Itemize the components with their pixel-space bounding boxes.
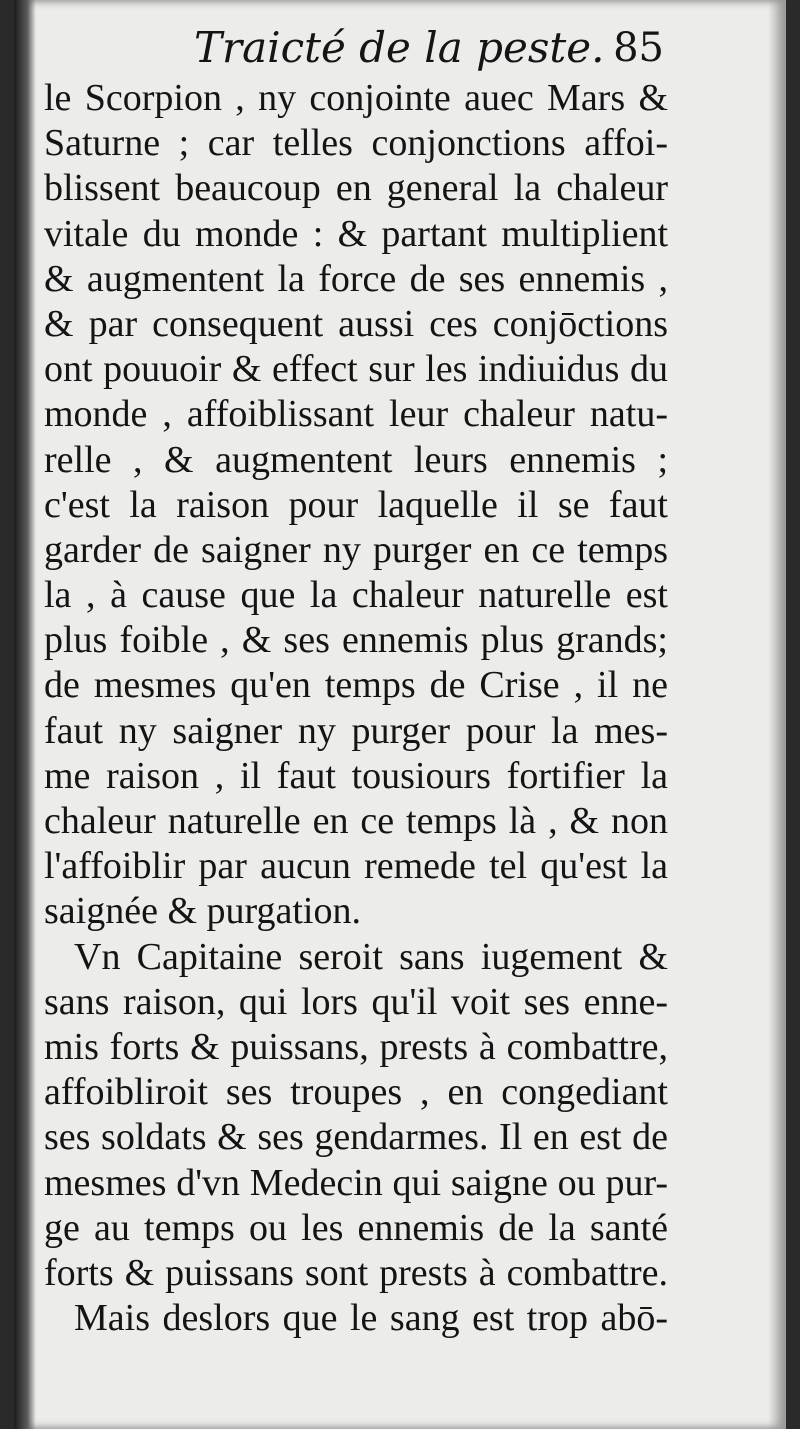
text-line: le Scorpion , ny conjointe auec Mars & (44, 77, 668, 119)
text-line: sans raison, qui lors qu'il voit ses enne- (44, 980, 668, 1023)
text-line: la , à cause que la chaleur naturelle est (44, 574, 668, 617)
page-number: 85 (613, 25, 664, 71)
text-line: mesmes d'vn Medecin qui saigne ou pur- (44, 1161, 668, 1204)
body-text (44, 76, 668, 1341)
text-line: & augmentent la force de ses ennemis , (44, 257, 668, 300)
page-gutter-shadow (14, 0, 36, 1429)
text-line: chaleur naturelle en ce temps là , & non (44, 800, 668, 842)
page-header (194, 20, 664, 76)
text-line: ont pouuoir & effect sur les indiuidus du (44, 348, 668, 391)
paragraph-end-line: saignée & purgation. (44, 890, 361, 933)
text-line: vitale du monde : & partant multiplient (44, 212, 668, 255)
text-line: ses soldats & ses gendarmes. Il en est de (44, 1116, 668, 1159)
text-line: relle , & augmentent leurs ennemis ; (44, 438, 668, 481)
text-line: blissent beaucoup en general la chaleur (44, 167, 668, 210)
text-line: forts & puissans sont prests à combattre. (44, 1251, 668, 1294)
text-line: ge au temps ou les ennemis de la santé (44, 1206, 668, 1249)
text-line: me raison , il faut tousiours fortifier la (44, 754, 668, 797)
text-line: l'affoiblir par aucun remede tel qu'est la (44, 845, 668, 888)
text-line: garder de saigner ny purger en ce temps (44, 528, 668, 571)
text-line: & par consequent aussi ces conjōctions (44, 302, 668, 345)
text-line: de mesmes qu'en temps de Crise , il ne (44, 664, 668, 707)
paragraph-start-line: Mais deslors que le sang est trop abō- (74, 1297, 668, 1340)
text-line: plus foible , & ses ennemis plus grands; (44, 619, 668, 662)
text-line: faut ny saigner ny purger pour la mes- (44, 709, 668, 752)
text-line: c'est la raison pour laquelle il se faut (44, 483, 668, 526)
text-line: monde , affoiblissant leur chaleur natu- (44, 393, 668, 436)
book-page (14, 0, 786, 1429)
paragraph-start-line: Vn Capitaine seroit sans iugement & (74, 935, 668, 978)
page-edge-shadow (768, 0, 786, 1429)
text-line: mis forts & puissans, prests à combattre, (44, 1025, 668, 1068)
running-title: Traicté de la peste. (194, 23, 605, 72)
text-line: affoibliroit ses troupes , en congediant (44, 1071, 668, 1114)
text-line: Saturne ; car telles conjonctions affoi- (44, 122, 668, 165)
